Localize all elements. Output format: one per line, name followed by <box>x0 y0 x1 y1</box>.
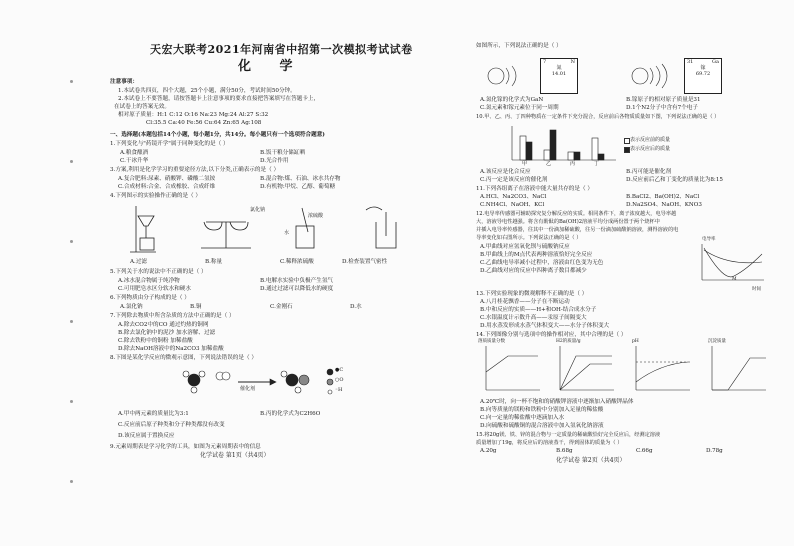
option: D.除去NaOH溶液中的Na2CO3 加稀盐酸 <box>118 346 224 352</box>
question: 9.元素周期表是学习化学的工具，如图为元素周期表中的信息 <box>110 444 261 450</box>
axis-label: 甲 <box>522 161 528 167</box>
question: 导率变化如右图所示。下列说法正确的是（ ） <box>476 235 582 241</box>
option: C.水银温度计示数升高——汞原子间隔变大 <box>480 315 587 321</box>
notes-heading: 注意事项： <box>110 79 138 85</box>
option: C.66g <box>636 448 653 454</box>
axis-label: pH <box>632 339 639 344</box>
page-1 <box>110 0 413 546</box>
option: D.水 <box>350 304 362 310</box>
q14-graphs <box>480 342 770 396</box>
legend-item: ○O <box>335 377 344 383</box>
option: B.镓原子的相对原子质量是31 <box>626 97 701 103</box>
option: B.饭干粮分储缸晒 <box>260 150 306 156</box>
option: C.氮元素和镓元素位于同一周期 <box>480 105 559 111</box>
option: A.甲中两元素的质量比为3:1 <box>118 411 189 417</box>
option: B.丙可能是催化剂 <box>626 169 672 175</box>
option: A.冰水混合物属于纯净物 <box>118 278 180 284</box>
question: 4.下列图示的实验操作正确的是（ ） <box>110 193 202 199</box>
option: C.可用肥皂水区分软水和硬水 <box>118 286 191 292</box>
option: D.光合作用 <box>260 158 289 164</box>
axis-label: 溶质质量分数 <box>478 339 505 344</box>
figure-label: D.检查装置气密性 <box>342 259 388 265</box>
option: B.68g <box>556 448 573 454</box>
apparatus-label: 氯化钠 <box>250 207 266 213</box>
option: A.甲曲线对应氢氧化钡与硫酸钠反应 <box>480 244 570 250</box>
option: D.1个N2分子中含有7个电子 <box>626 105 698 111</box>
figure-label: A.过滤 <box>130 259 148 265</box>
periodic-cell-gallium: 31 Ga 镓 69.72 <box>684 58 722 94</box>
option: D.反应前后乙和丁变化的质量比为8:15 <box>626 177 723 183</box>
axis-label: 丙 <box>570 161 576 167</box>
question: 质量增加了19g，将反应后的溶液蒸干，得到固体的质量为（ ） <box>476 440 623 446</box>
molecule-diagram-icon <box>180 362 360 406</box>
option: A.复合肥料:尿素、硝酸钾、磷酸二氢铵 <box>118 176 216 182</box>
axis-label: 电导率 <box>702 237 716 242</box>
option: C.向一定量的稀盐酸中逐滴加入水 <box>480 415 565 421</box>
legend-item: 表示反应前的质量 <box>630 137 671 143</box>
section-heading: 一、选择题(本题包括14个小题，每小题1分，共14分。每小题只有一个选项符合题意) <box>110 132 325 138</box>
option: B.铜 <box>190 304 202 310</box>
option: B.中和反应的实质——H+和OH-结合成水分子 <box>480 307 597 313</box>
option: C.干冰升华 <box>120 158 149 164</box>
option: C.除去铁粉中的铜粉 加稀盐酸 <box>118 338 193 344</box>
axis-label: H2的质量/g <box>556 339 581 344</box>
option: D.78g <box>706 448 723 454</box>
option: D.有机物:甲烷、乙醇、葡萄糖 <box>260 184 336 190</box>
option: A.除去CO2中的CO 通过灼热的铜网 <box>118 322 209 328</box>
option: D.乙曲线对应的反应中四种离子数目都减少 <box>480 268 587 274</box>
question: 8.下图是某化学反应的微观示意图，下列说法错误的是（ ） <box>110 355 257 361</box>
subject-title: 化 学 <box>238 59 305 74</box>
point-label: M <box>732 277 737 282</box>
option: A.氮化镓的化学式为GaN <box>480 97 544 103</box>
question: 10.甲、乙、丙、丁四种物质在一定条件下充分混合，反应前后各物质质量如下图，下列说法正确的是（ ） <box>476 114 720 120</box>
figure-label: C.稀释浓硫酸 <box>280 259 314 265</box>
apparatus-label: 水 <box>284 230 290 236</box>
question: 如图所示，下列说法正确的是（ ） <box>476 43 562 49</box>
option: D.该反应属于置换反应 <box>118 433 175 439</box>
option: C.金刚石 <box>270 304 293 310</box>
note-line: Cl:35.5 Ca:40 Fe:56 Cu:64 Zn:65 Ag:108 <box>146 120 262 126</box>
option: B.向等质量的镁粉和铁粉中分别加入足量的稀盐酸 <box>480 407 604 413</box>
question: 15.将20g镁、铁、锌的混合物与一定质量的稀硫酸恰好完全反应后，经测定溶液 <box>476 432 661 438</box>
axis-label: 沉淀质量 <box>708 339 726 344</box>
question: 3.方案,利用是化学学习的重要途径方法,以下分类,正确表示的是（ ） <box>110 167 280 173</box>
option: A.八月桂花飘香——分子在不断运动 <box>480 299 570 305</box>
atom-structure-icons <box>482 58 772 94</box>
option: A.氯化钠 <box>120 304 143 310</box>
lab-apparatus-icons <box>126 202 416 258</box>
legend-item: ◦H <box>335 387 343 393</box>
option: A.粮食酿酒 <box>120 150 149 156</box>
catalyst-label: 催化剂 <box>240 386 256 392</box>
option: B.除去氯化钠中的泥沙 加水溶解、过滤 <box>118 330 216 336</box>
option: D.通过过滤可以降低水的硬度 <box>260 286 334 292</box>
question: 6.下列物质由分子构成的是（ ） <box>110 295 190 301</box>
axis-label: 乙 <box>546 161 552 167</box>
option: A.20℃时，向一杯不饱和的硝酸钾溶液中逐渐加入硝酸钾晶体 <box>480 399 634 405</box>
question: 1.下列变化与"药镜开学"属于同种变化的是（ ） <box>110 141 229 147</box>
option: B.丙的化学式为C2H6O <box>260 411 321 417</box>
binding-margin <box>70 0 74 546</box>
page-footer: 化学试卷 第2页（共4页） <box>556 457 626 464</box>
exam-title: 天宏大联考2021年河南省中招第一次模拟考试试卷 <box>150 43 413 56</box>
legend-item: ●C <box>335 367 344 373</box>
figure-label: B.称量 <box>205 259 223 265</box>
option: B.混合物:煤、石油、冰水共存物 <box>260 176 341 182</box>
option: A.该反应是化合反应 <box>480 169 531 175</box>
option: C.NH4Cl、NaOH、KCl <box>480 202 545 208</box>
option: B.电解水实验中负极产生氢气 <box>260 278 334 284</box>
note-line: 在试卷上的答案无效。 <box>114 104 170 110</box>
axis-label: 丁 <box>594 161 600 167</box>
option: C.反应前后原子种类和分子种类都没有改变 <box>118 422 225 428</box>
option: D.向硫酸和硫酸铜的混合溶液中加入氢氧化钠溶液 <box>480 423 604 429</box>
option: C.丙一定是该反应的催化剂 <box>480 177 548 183</box>
axis-label: 时间 <box>752 287 761 292</box>
option: B.BaCl2、Ba(OH)2、NaCl <box>626 194 700 200</box>
option: A.20g <box>480 448 497 454</box>
note-line: 2.本试卷上不要答题，请按答题卡上注意事项的要求直接把答案填写在答题卡上， <box>118 96 320 102</box>
question: 7.下列除去物质中所含杂质的方法中正确的是（ ） <box>110 313 235 319</box>
question: 13.下列实验现象的微观解释不正确的是（ ） <box>476 291 588 297</box>
legend-item: 表示反应后的质量 <box>630 146 671 152</box>
option: C.合成材料:合金、合成橡胶、合成纤维 <box>118 184 216 190</box>
bar-chart-q10 <box>510 124 620 164</box>
note-line: 相对原子质量：H:1 C:12 O:16 Na:23 Mg:24 Al:27 S:32 <box>118 112 269 118</box>
option: D.Na2SO4、NaOH、KNO3 <box>626 202 702 208</box>
option: A.HCl、Na2CO3、NaCl <box>480 194 547 200</box>
page-footer: 化学试卷 第1页（共4页） <box>200 452 270 459</box>
option: B.甲曲线上的M点代表两种溶液恰好完全反应 <box>480 252 593 258</box>
question: 12.电导率传感器可辅助探究复分解反应的实质。相同条件下，离子浓度越大，电导率越 <box>476 211 677 217</box>
question: 大，溶液导电性越强。将含有酚酞的Ba(OH)2溶液平均分成两份置于两个烧杯中 <box>476 219 660 225</box>
apparatus-label: 浓硫酸 <box>308 213 324 219</box>
note-line: 1.本试卷共四页，四个大题，25个小题，满分50分，考试时间50分钟。 <box>118 88 296 94</box>
question: 11.下列各组离子在溶液中能大量共存的是（ ） <box>476 186 593 192</box>
periodic-cell-nitrogen: 7 N 氮 14.01 <box>540 58 578 94</box>
option: C.乙曲线电导率减小过程中，溶液由红色变为无色 <box>480 260 604 266</box>
page-2 <box>476 0 776 546</box>
question: 5.下列关于水的说法中不正确的是（ ） <box>110 269 207 275</box>
question: 并插入电导率传感器，往其中一份滴加稀硫酸，往另一份滴加硫酸钠溶液，测得溶液的电 <box>476 227 679 233</box>
question: 14.下列图像分别与选项中的操作相对应，其中合理的是（ ） <box>476 332 627 338</box>
option: D.用水蒸发形成水蒸气体积变大——水分子体积变大 <box>480 323 610 329</box>
